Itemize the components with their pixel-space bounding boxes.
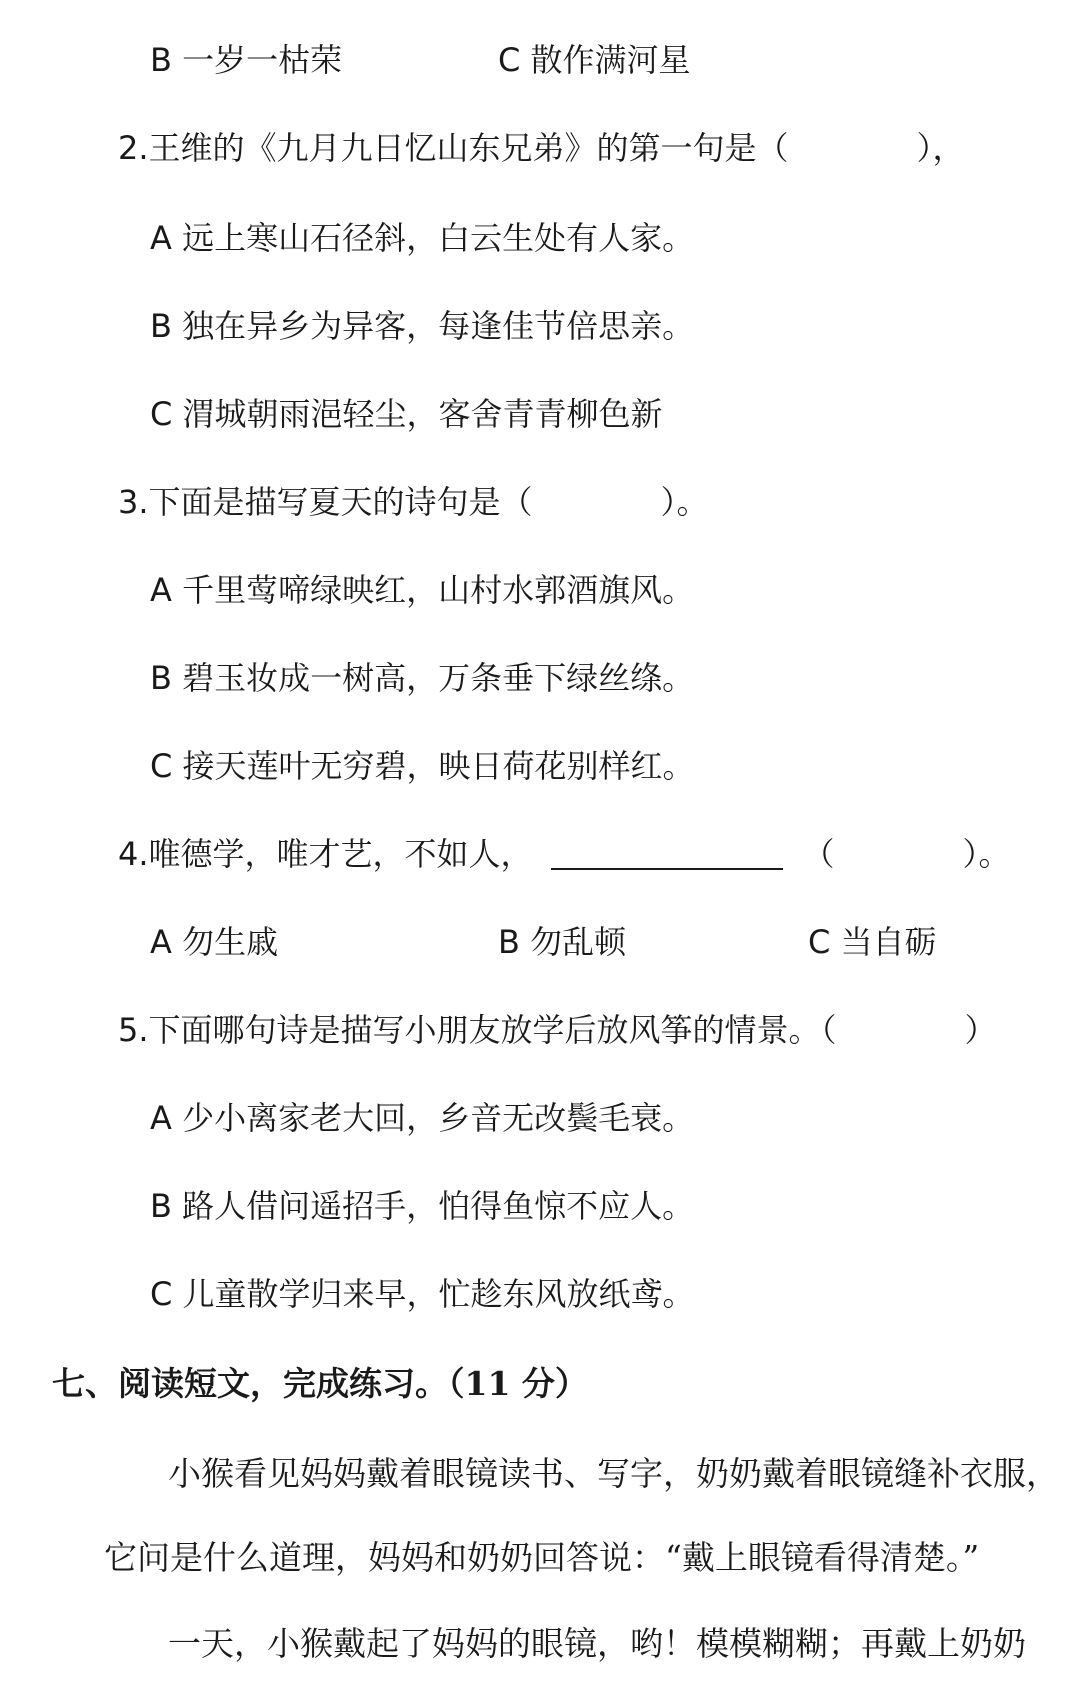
q4-option-c: C 当自砺 <box>808 923 937 961</box>
q2-option-b: B 独在异乡为异客，每逢佳节倍思亲。 <box>150 307 695 345</box>
q3-stem: 3.下面是描写夏天的诗句是（ ）。 <box>118 483 709 521</box>
q3-option-a: A 千里莺啼绿映红，山村水郭酒旗风。 <box>150 571 695 609</box>
q1-option-b: B 一岁一枯荣 <box>150 41 343 79</box>
q3-option-b: B 碧玉妆成一树高，万条垂下绿丝绦。 <box>150 659 695 697</box>
q3-option-c: C 接天莲叶无穷碧，映日荷花别样红。 <box>150 747 695 785</box>
q1-option-c: C 散作满河星 <box>498 41 691 79</box>
q2-option-c: C 渭城朝雨浥轻尘，客舍青青柳色新 <box>150 395 663 433</box>
q4-line <box>118 834 1011 874</box>
q4-answer-paren[interactable]: （ ）。 <box>802 835 1011 873</box>
q4-option-a: A 勿生戚 <box>150 923 279 961</box>
q5-option-a: A 少小离家老大回，乡音无改鬓毛衰。 <box>150 1099 695 1137</box>
q4-fill-blank[interactable] <box>551 868 783 870</box>
passage-line-2: 它问是什么道理，妈妈和奶奶回答说：“戴上眼镜看得清楚。” <box>104 1538 980 1577</box>
q2-option-a: A 远上寒山石径斜，白云生处有人家。 <box>150 219 695 257</box>
q5-option-c: C 儿童散学归来早，忙趁东风放纸鸢。 <box>150 1275 695 1313</box>
q5-stem: 5.下面哪句诗是描写小朋友放学后放风筝的情景。（ ） <box>118 1011 997 1049</box>
q4-option-b: B 勿乱顿 <box>498 923 627 961</box>
q5-option-b: B 路人借问遥招手，怕得鱼惊不应人。 <box>150 1187 695 1225</box>
passage-line-1: 小猴看见妈妈戴着眼镜读书、写字，奶奶戴着眼镜缝补衣服， <box>168 1454 1059 1493</box>
passage-line-3: 一天，小猴戴起了妈妈的眼镜，哟！模模糊糊；再戴上奶奶 <box>168 1624 1026 1663</box>
section-heading: 七、阅读短文，完成练习。（11 分） <box>52 1364 588 1403</box>
q4-stem: 4.唯德学，唯才艺，不如人， <box>118 835 533 873</box>
q2-stem: 2.王维的《九月九日忆山东兄弟》的第一句是（ ）， <box>118 129 965 167</box>
